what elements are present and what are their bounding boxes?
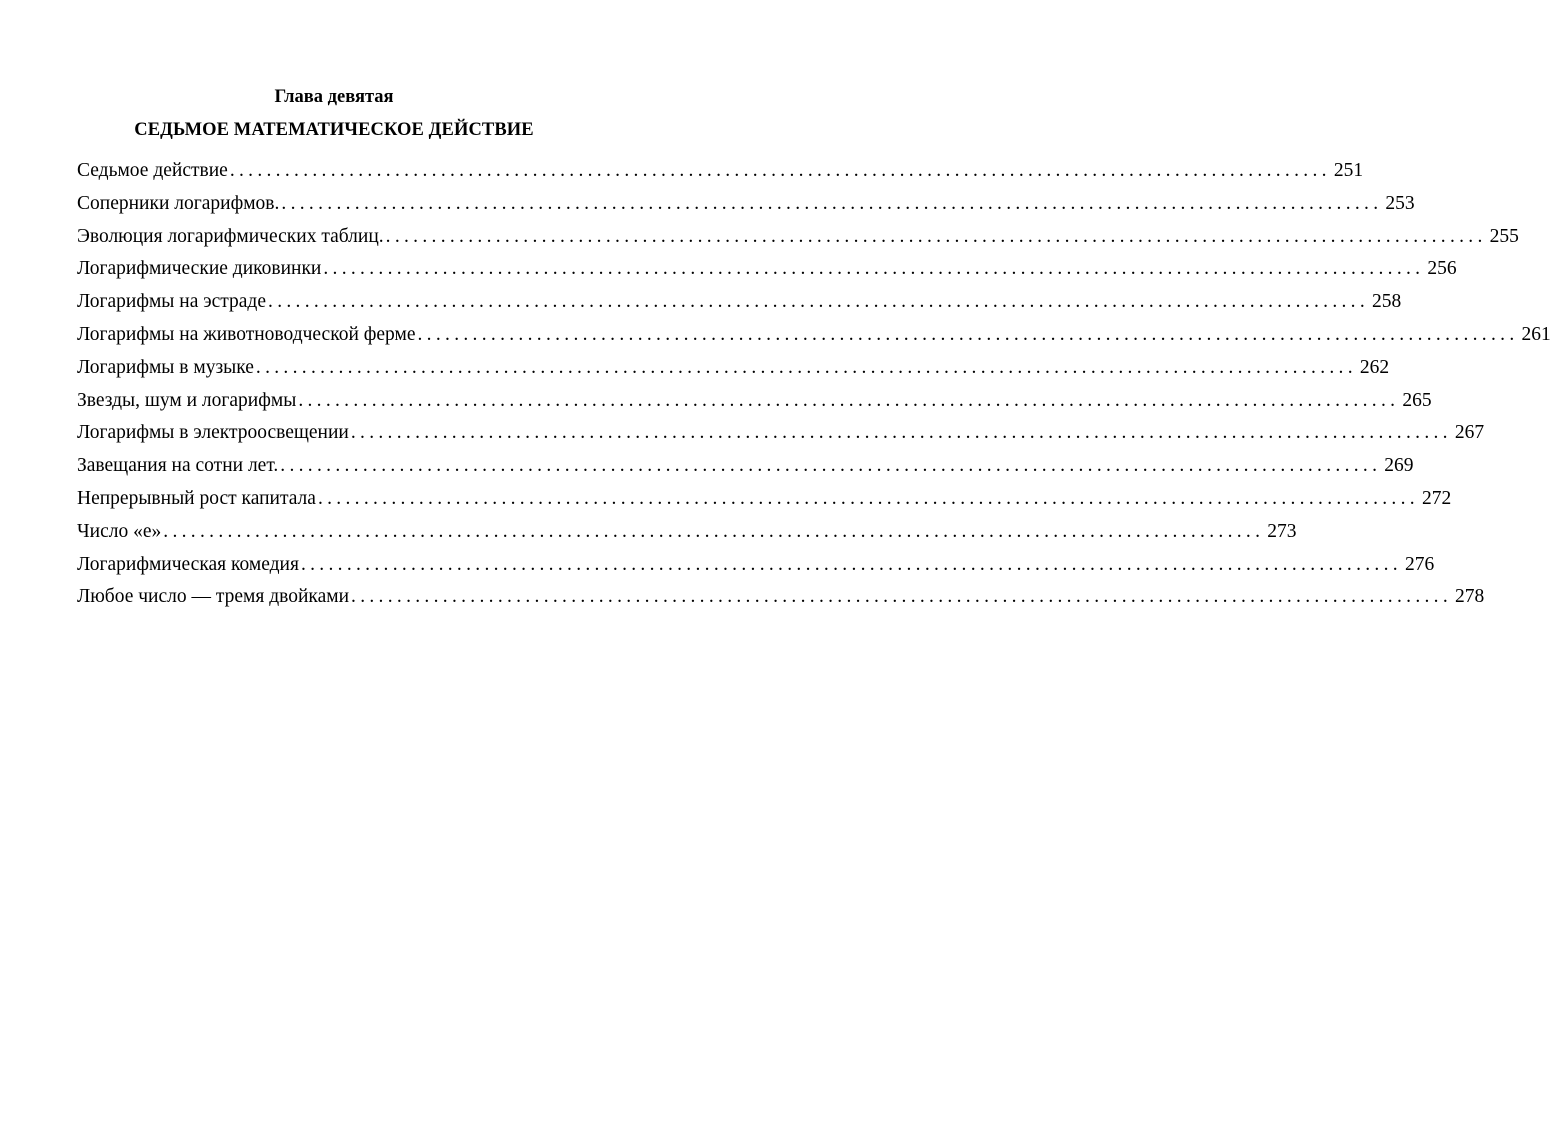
toc-entry-title: Логарифмы на эстраде bbox=[77, 291, 267, 313]
toc-entry-page: 265 bbox=[1402, 389, 1432, 411]
chapter-title: СЕДЬМОЕ МАТЕМАТИЧЕСКОЕ ДЕЙСТВИЕ bbox=[134, 120, 534, 140]
dot-leader: ........................................................................................................................ bbox=[229, 160, 1331, 181]
toc-entry[interactable] bbox=[77, 352, 1390, 385]
toc-entry-page: 278 bbox=[1455, 586, 1485, 608]
toc-entry-title: Завещания на сотни лет. bbox=[77, 455, 279, 477]
dot-leader: ........................................................................................................................ bbox=[385, 225, 1487, 247]
toc-entry[interactable] bbox=[77, 155, 1364, 188]
toc-entry-title: Логарифмические диковинки bbox=[77, 258, 322, 280]
toc-entry[interactable] bbox=[77, 581, 1485, 614]
toc-entry-page: 269 bbox=[1384, 455, 1414, 477]
toc-entry-title: Логарифмы на животноводческой ферме bbox=[77, 323, 416, 345]
toc-entry-page: 261 bbox=[1521, 323, 1551, 345]
dot-leader: ........................................................................................................................ bbox=[280, 455, 1382, 477]
toc-entry-page: 267 bbox=[1454, 422, 1485, 444]
toc-entry-title: Логарифмы в музыке bbox=[77, 356, 254, 378]
toc-entry-page: 276 bbox=[1404, 553, 1435, 575]
toc-entry[interactable] bbox=[77, 516, 1297, 549]
toc-entry-title: Логарифмическая комедия bbox=[77, 553, 299, 575]
dot-leader: ........................................................................................................................ bbox=[317, 487, 1419, 509]
toc-entry-page: 251 bbox=[1333, 160, 1364, 181]
toc-entry-title: Число «е» bbox=[77, 520, 162, 542]
toc-entry[interactable] bbox=[77, 417, 1485, 450]
toc-entry-page: 262 bbox=[1359, 356, 1390, 378]
toc-entry[interactable] bbox=[77, 253, 1457, 286]
toc-entry-page: 255 bbox=[1489, 225, 1519, 247]
dot-leader: ........................................................................................................................ bbox=[163, 520, 1265, 542]
dot-leader: ........................................................................................................................ bbox=[417, 323, 1519, 345]
toc-entry[interactable] bbox=[77, 286, 1402, 319]
dot-leader: ........................................................................................................................ bbox=[350, 422, 1452, 444]
table-of-contents bbox=[77, 155, 1551, 614]
dot-leader: ........................................................................................................................ bbox=[351, 586, 1453, 608]
toc-entry[interactable] bbox=[77, 221, 1519, 254]
toc-entry[interactable] bbox=[77, 319, 1551, 352]
chapter-label: Глава девятая bbox=[274, 87, 394, 107]
dot-leader: ........................................................................................................................ bbox=[323, 258, 1425, 280]
toc-entry-title: Седьмое действие bbox=[77, 160, 228, 181]
toc-entry[interactable] bbox=[77, 188, 1415, 221]
toc-entry-title: Любое число — тремя двойками bbox=[77, 586, 350, 608]
dot-leader: ........................................................................................................................ bbox=[298, 389, 1400, 411]
toc-entry-title: Логарифмы в электроосвещении bbox=[77, 422, 349, 444]
toc-entry-page: 253 bbox=[1385, 192, 1415, 214]
dot-leader: ........................................................................................................................ bbox=[268, 291, 1370, 313]
dot-leader: ........................................................................................................................ bbox=[255, 356, 1357, 378]
toc-entry-page: 272 bbox=[1421, 487, 1452, 509]
toc-entry-page: 256 bbox=[1427, 258, 1457, 280]
toc-entry-title: Эволюция логарифмических таблиц. bbox=[77, 225, 384, 247]
toc-entry[interactable] bbox=[77, 483, 1452, 516]
toc-entry-page: 258 bbox=[1372, 291, 1402, 313]
toc-entry[interactable] bbox=[77, 385, 1432, 418]
toc-entry-title: Звезды, шум и логарифмы bbox=[77, 389, 297, 411]
toc-entry-title: Непрерывный рост капитала bbox=[77, 487, 316, 509]
toc-entry-page: 273 bbox=[1267, 520, 1297, 542]
toc-entry-title: Соперники логарифмов. bbox=[77, 192, 280, 214]
toc-entry[interactable] bbox=[77, 549, 1435, 582]
dot-leader: ........................................................................................................................ bbox=[281, 192, 1383, 214]
dot-leader: ........................................................................................................................ bbox=[300, 553, 1402, 575]
toc-entry[interactable] bbox=[77, 450, 1414, 483]
